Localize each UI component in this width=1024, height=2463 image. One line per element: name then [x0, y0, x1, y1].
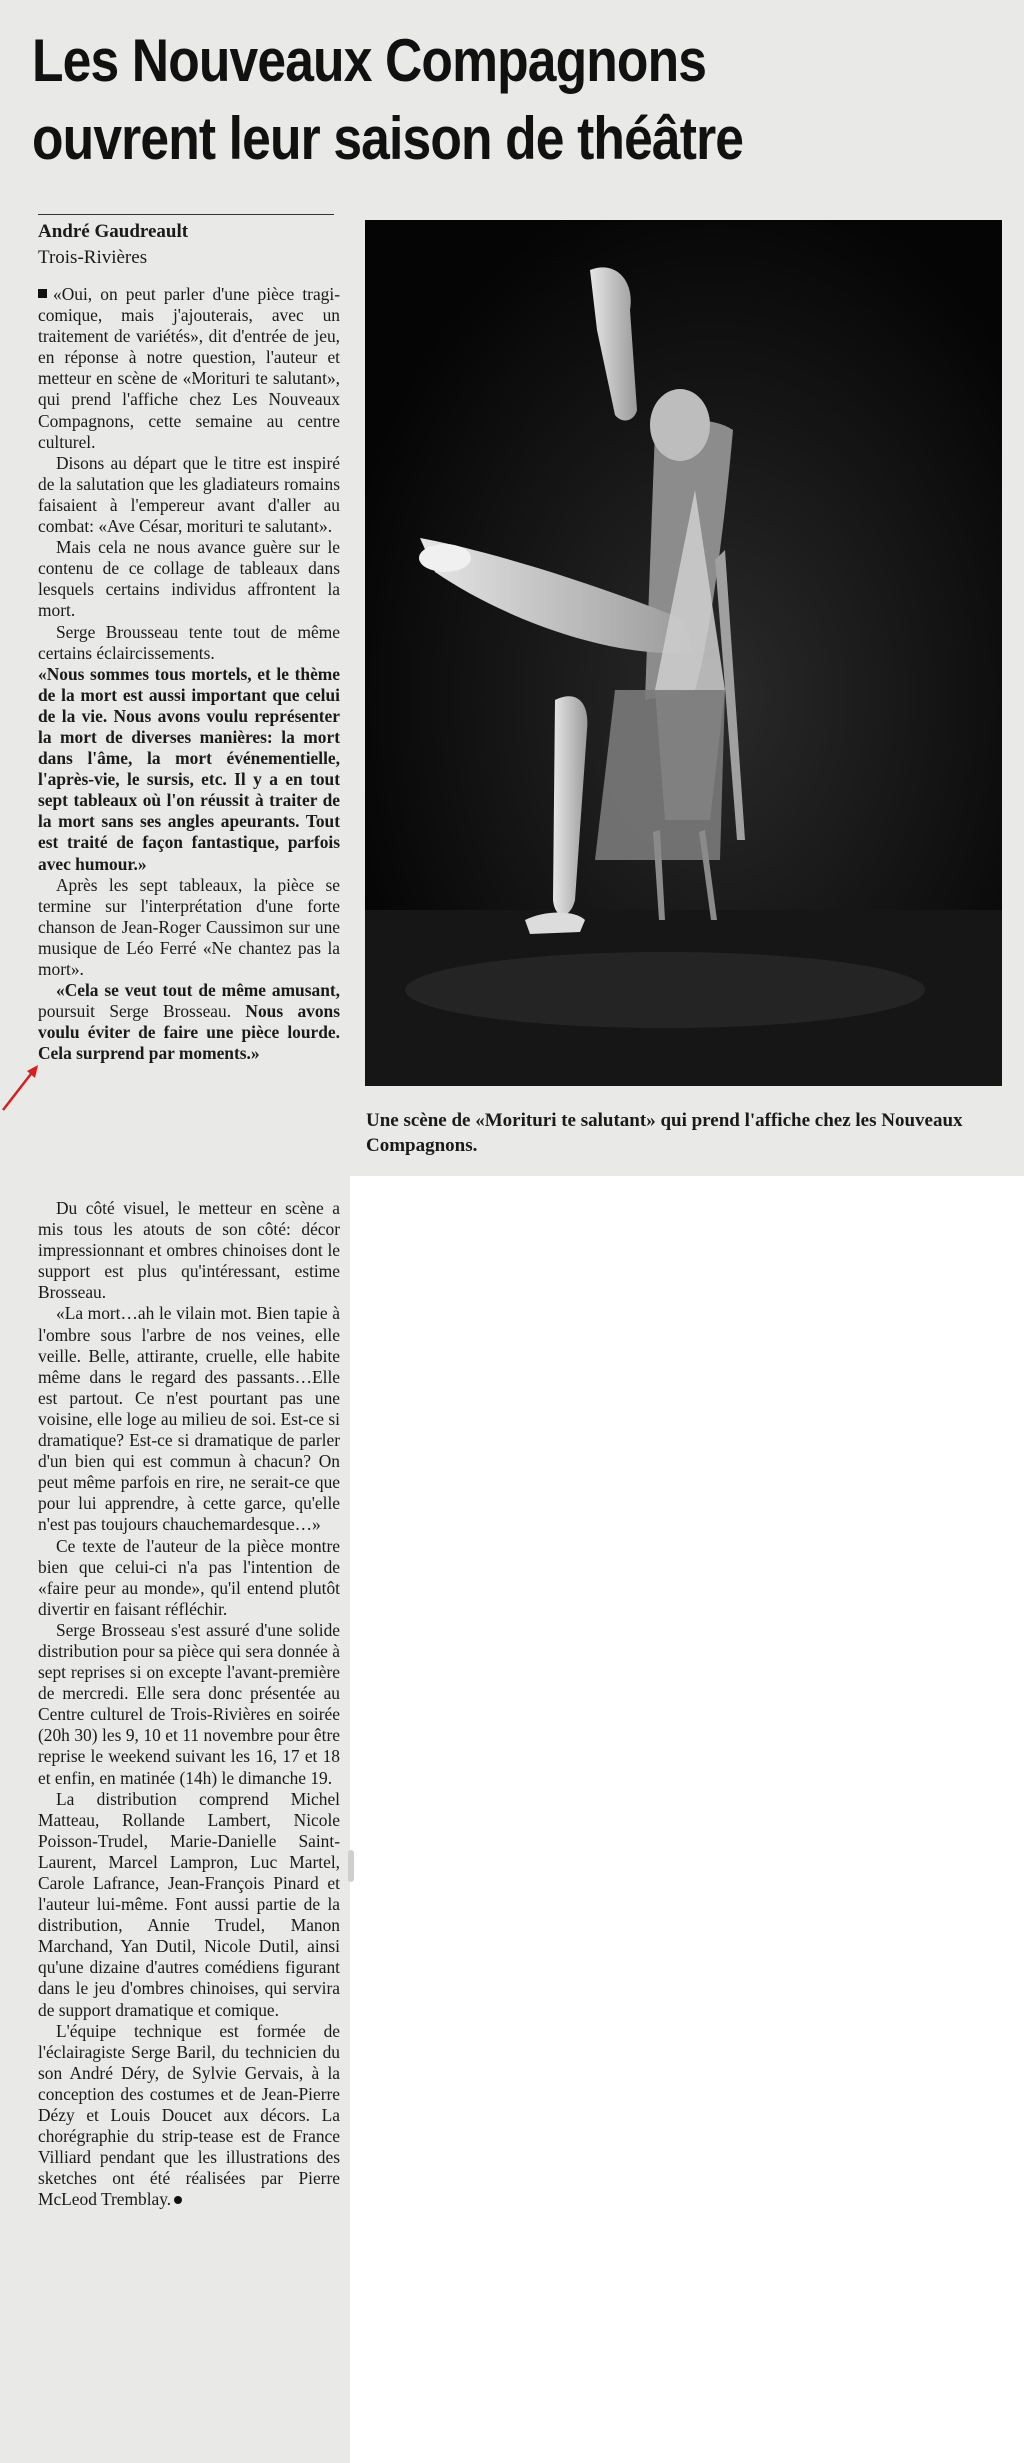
end-dot-icon	[174, 2196, 182, 2204]
scan-edge-mark	[348, 1850, 354, 1882]
article-column-1	[38, 284, 340, 1064]
author-location: Trois-Rivières	[38, 247, 148, 268]
paragraph: Du côté visuel, le metteur en scène a mis tous les atouts de son côté: décor impressionnant et ombres chinoises dont le support est plus qu'intéressant, estime Brosseau.	[38, 1198, 340, 1303]
paragraph: Disons au départ que le titre est inspiré de la salutation que les gladiateurs romains faisaient à l'empereur avant d'aller au combat: «Ave César, morituri te salutant».	[38, 452, 340, 537]
headline	[32, 22, 858, 178]
paragraph: Serge Brousseau tente tout de même certains éclaircissements.	[38, 621, 340, 663]
byline-rule	[38, 214, 334, 215]
paragraph: La distribution comprend Michel Matteau, Rollande Lambert, Nicole Poisson-Trudel, Marie-Danielle Saint-Laurent, Marcel Lampron, Luc Martel, Carole Lafrance, Jean-François Pinard et l'auteur lui-même. Font aussi partie de la distribution, Annie Trudel, Manon Marchand, Yan Dutil, Nicole Dutil, ainsi qu'une dizaine d'autres comédiens figurant dans le jeu d'ombres chinoises, qui servira de support dramatique et comique.	[38, 1788, 340, 2020]
dancer-photo-image	[365, 220, 1002, 1086]
paragraph: Mais cela ne nous avance guère sur le contenu de ce collage de tableaux dans lesquels certains individus affrontent la mort.	[38, 537, 340, 621]
dancer-photo	[365, 220, 1002, 1086]
paragraph: «La mort…ah le vilain mot. Bien tapie à l'ombre sous l'arbre de nos veines, elle veille. Belle, attirante, cruelle, elle habite même dans le regard des passants…Elle est partout. Ce n'est pourtant pas une voisine, elle loge au milieu de soi. Est-ce si dramatique? Est-ce si dramatique de parler d'un bien qui est commun à chacun? On peut même parfois en rire, ne serait-ce que pour lui apprendre, à cette garce, qu'elle n'est pas toujours chauchemardesque…»	[38, 1303, 340, 1535]
paragraph: Après les sept tableaux, la pièce se termine sur l'interprétation d'une forte chanson de Jean-Roger Caussimon sur une musique de Léo Ferré «Ne chantez pas la mort».	[38, 874, 340, 979]
paragraph-text: «Oui, on peut parler d'une pièce tragi-comique, mais j'ajouterais, avec un traitement de variétés», dit d'entrée de jeu, en réponse à notre question, l'auteur et metteur en scène de «Morituri te salutant», qui prend l'affiche chez Les Nouveaux Compagnons, cette semaine au centre culturel.	[38, 284, 340, 452]
photo-caption: Une scène de «Morituri te salutant» qui prend l'affiche chez les Nouveaux Compagnons.	[366, 1110, 963, 1156]
paragraph-text: L'équipe technique est formée de l'éclairagiste Serge Baril, du technicien du son André Déry, de Sylvie Gervais, à la conception des costumes et de Jean-Pierre Dézy et Louis Doucet aux décors. La chorégraphie du strip-tease est de France Villiard pendant que les illustrations des sketches ont été réalisées par Pierre McLeod Tremblay.	[38, 2020, 340, 2210]
quote-part-2: Nous avons voulu éviter de faire une pièce lourde. Cela surprend par moments.»	[38, 1001, 340, 1064]
quote-part-1: «Cela se veut tout de même amusant,	[56, 980, 340, 1001]
paragraph-quote-mixed	[38, 980, 340, 1064]
paragraph	[38, 284, 340, 453]
author-name: André Gaudreault	[38, 221, 189, 242]
paragraph: Serge Brosseau s'est assuré d'une solide distribution pour sa pièce qui sera donnée à sept reprises si on excepte l'avant-première de mercredi. Elle sera donc présentée au Centre culturel de Trois-Rivières en soirée (20h 30) les 9, 10 et 11 novembre pour être reprise le weekend suivant les 16, 17 et 18 et enfin, en matinée (14h) le dimanche 19.	[38, 1619, 340, 1788]
paragraph-quote: «Nous sommes tous mortels, et le thème de la mort est aussi important que celui de la vie. Nous avons voulu représenter la mort de diverses manières: la mort dans l'âme, la mort événementielle, l'après-vie, le sursis, etc. Il y a en tout sept tableaux où l'on réussit à traiter de la mort sans ses angles apeurants. Tout est traité de façon fantastique, parfois avec humour.»	[38, 663, 340, 874]
quote-attribution: poursuit Serge Brosseau.	[38, 1001, 232, 1022]
headline-line-1: Les Nouveaux Compagnons	[32, 27, 707, 94]
paragraph: Ce texte de l'auteur de la pièce montre bien que celui-ci n'a pas l'intention de «faire peur au monde», qu'il entend plutôt divertir en faisant réfléchir.	[38, 1535, 340, 1619]
square-bullet-icon	[38, 289, 47, 298]
article-column-2	[38, 1198, 340, 2211]
paragraph-final	[38, 2021, 340, 2211]
headline-line-2: ouvrent leur saison de théâtre	[32, 105, 744, 172]
red-arrow-icon	[0, 1062, 40, 1114]
